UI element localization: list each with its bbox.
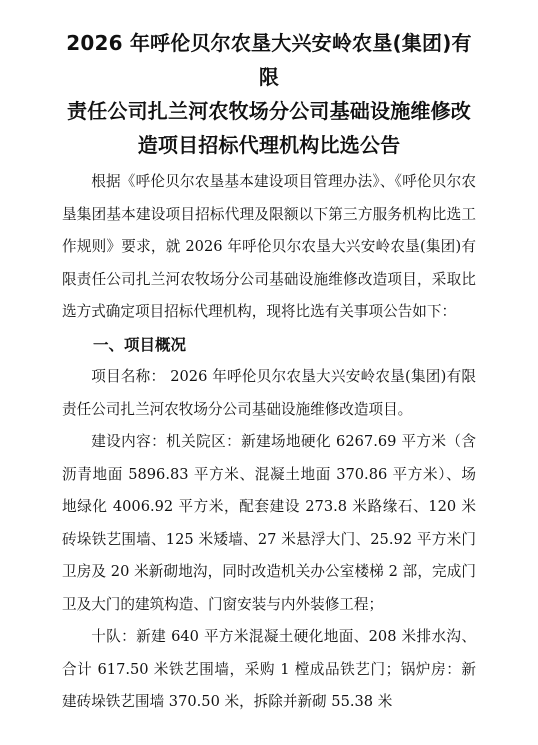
intro-paragraph: 根据《呼伦贝尔农垦基本建设项目管理办法》、《呼伦贝尔农垦集团基本建设项目招标代理及限额以下第三方服务机构比选工作规则》要求，就 2026 年呼伦贝尔农垦大兴安岭农垦(集团)有限责任公司扎兰河农牧场分公司基础设施维修改造项目，采取比选方式确定项目招标代理机构，现将比选有关事项公告如下： (62, 173, 476, 320)
notice-title (62, 26, 476, 162)
section-heading-project-overview: 一、项目概况 (93, 335, 187, 354)
title-line-1: 2026 年呼伦贝尔农垦大兴安岭农垦(集团)有限 (66, 31, 472, 89)
title-line-3: 造项目招标代理机构比选公告 (137, 133, 401, 157)
title-line-2: 责任公司扎兰河农牧场分公司基础设施维修改 (67, 99, 471, 123)
construction-content-hq-paragraph: 建设内容：机关院区：新建场地硬化 6267.69 平方米（含沥青地面 5896.83 平方米、混凝土地面 370.86 平方米）、场地绿化 4006.92 平方米，配套建设 273.8 米路缘石、120 米砖垛铁艺围墙、125 米矮墙、27 米悬浮大门、25.92 平方米门卫房及 20 米新砌地沟，同时改造机关办公室楼梯 2 部，完成门卫及大门的建筑构造、门窗安装与内外装修工程； (62, 433, 476, 613)
project-name-paragraph: 项目名称： 2026 年呼伦贝尔农垦大兴安岭农垦(集团)有限责任公司扎兰河农牧场分公司基础设施维修改造项目。 (62, 368, 476, 418)
construction-content-team10-paragraph: 十队：新建 640 平方米混凝土硬化地面、208 米排水沟、合计 617.50 米铁艺围墙，采购 1 樘成品铁艺门；锅炉房：新建砖垛铁艺围墙 370.50 米，拆除并新砌 55.38 米 (62, 628, 476, 710)
